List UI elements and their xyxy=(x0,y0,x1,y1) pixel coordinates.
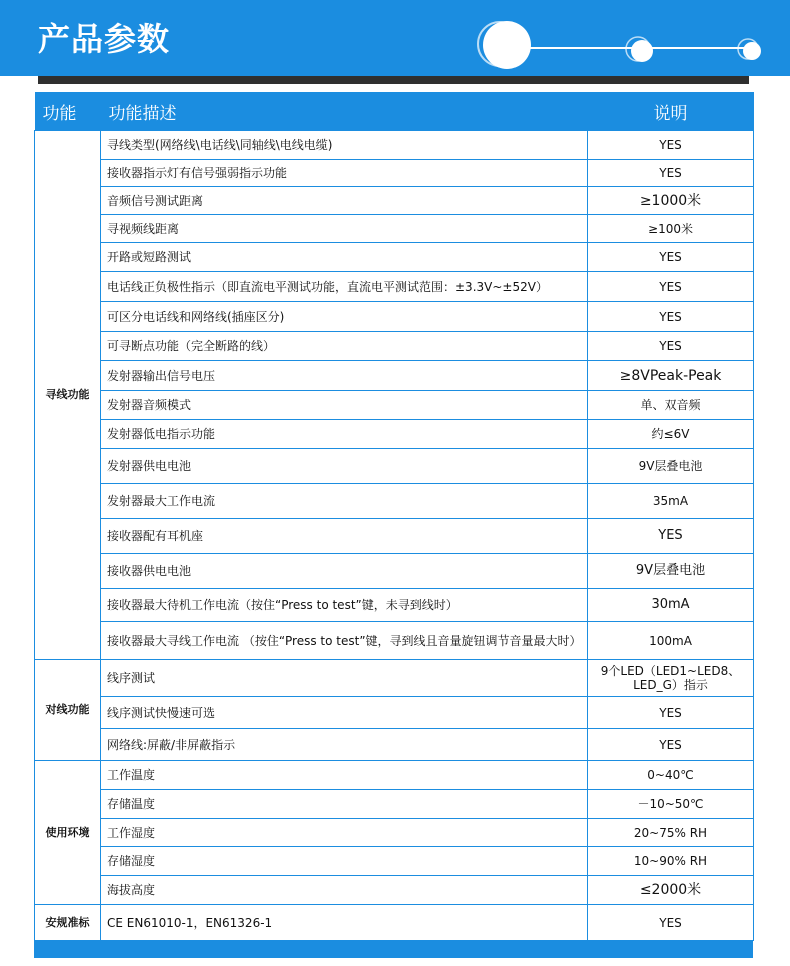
value-cell: 9V层叠电池 xyxy=(588,554,754,589)
table-header-row xyxy=(35,92,754,131)
table-row xyxy=(35,697,754,729)
table-row xyxy=(35,905,754,941)
value-cell: YES xyxy=(588,302,754,332)
description-cell: 寻视频线距离 xyxy=(101,215,588,243)
value-cell: 30mA xyxy=(588,589,754,622)
description-cell: 开路或短路测试 xyxy=(101,243,588,272)
value-cell: ≤2000米 xyxy=(588,876,754,905)
page-title: 产品参数 xyxy=(38,20,171,58)
table-row xyxy=(35,361,754,391)
category-cell: 安规准标 xyxy=(35,905,101,941)
value-cell: YES xyxy=(588,243,754,272)
description-cell: 线序测试 xyxy=(101,660,588,697)
description-cell: 接收器配有耳机座 xyxy=(101,519,588,554)
table-row xyxy=(35,554,754,589)
value-cell: YES xyxy=(588,519,754,554)
table-row xyxy=(35,272,754,302)
value-cell: 20~75% RH xyxy=(588,819,754,847)
spec-table xyxy=(34,92,754,941)
table-row xyxy=(35,243,754,272)
value-cell: 35mA xyxy=(588,484,754,519)
description-cell: 可寻断点功能（完全断路的线） xyxy=(101,332,588,361)
value-cell: 约≤6V xyxy=(588,420,754,449)
value-cell: YES xyxy=(588,729,754,761)
description-cell: 工作温度 xyxy=(101,761,588,790)
description-cell: 发射器音频模式 xyxy=(101,391,588,420)
table-row xyxy=(35,761,754,790)
table-row xyxy=(35,332,754,361)
description-cell: 音频信号测试距离 xyxy=(101,187,588,215)
description-cell: 存储温度 xyxy=(101,790,588,819)
value-cell: 9个LED（LED1~LED8、LED_G）指示 xyxy=(588,660,754,697)
table-row xyxy=(35,660,754,697)
table-row xyxy=(35,215,754,243)
value-cell: YES xyxy=(588,697,754,729)
description-cell: 线序测试快慢速可选 xyxy=(101,697,588,729)
value-cell: ≥8VPeak-Peak xyxy=(588,361,754,391)
description-cell: 发射器输出信号电压 xyxy=(101,361,588,391)
description-cell: 海拔高度 xyxy=(101,876,588,905)
description-cell: 网络线:屏蔽/非屏蔽指示 xyxy=(101,729,588,761)
value-cell: YES xyxy=(588,160,754,187)
decoration xyxy=(0,0,790,76)
category-cell: 寻线功能 xyxy=(35,131,101,660)
value-cell: 100mA xyxy=(588,622,754,660)
table-row xyxy=(35,131,754,160)
description-cell: 发射器供电电池 xyxy=(101,449,588,484)
header-divider xyxy=(38,76,749,84)
value-cell: 单、双音频 xyxy=(588,391,754,420)
value-cell: ≥100米 xyxy=(588,215,754,243)
table-row xyxy=(35,819,754,847)
category-cell: 对线功能 xyxy=(35,660,101,761)
value-cell: YES xyxy=(588,272,754,302)
category-cell: 使用环境 xyxy=(35,761,101,905)
description-cell: 发射器最大工作电流 xyxy=(101,484,588,519)
description-cell: 接收器指示灯有信号强弱指示功能 xyxy=(101,160,588,187)
description-cell: 工作湿度 xyxy=(101,819,588,847)
table-row xyxy=(35,187,754,215)
value-cell: ≥1000米 xyxy=(588,187,754,215)
description-cell: 发射器低电指示功能 xyxy=(101,420,588,449)
column-header-description: 功能描述 xyxy=(101,92,588,131)
value-cell: YES xyxy=(588,131,754,160)
value-cell: 10~90% RH xyxy=(588,847,754,876)
table-row xyxy=(35,302,754,332)
value-cell: 9V层叠电池 xyxy=(588,449,754,484)
description-cell: 可区分电话线和网络线(插座区分) xyxy=(101,302,588,332)
table-row xyxy=(35,729,754,761)
table-row xyxy=(35,160,754,187)
value-cell: YES xyxy=(588,905,754,941)
table-row xyxy=(35,449,754,484)
table-row xyxy=(35,391,754,420)
table-row xyxy=(35,484,754,519)
table-row xyxy=(35,847,754,876)
value-cell: 0~40℃ xyxy=(588,761,754,790)
table-row xyxy=(35,876,754,905)
table-row xyxy=(35,420,754,449)
description-cell: 接收器最大待机工作电流（按住“Press to test”键，未寻到线时） xyxy=(101,589,588,622)
value-cell: YES xyxy=(588,332,754,361)
large-circle-icon xyxy=(483,21,531,69)
description-cell: CE EN61010-1，EN61326-1 xyxy=(101,905,588,941)
column-header-category: 功能 xyxy=(35,92,101,131)
value-cell: －10~50℃ xyxy=(588,790,754,819)
description-cell: 接收器最大寻线工作电流 （按住“Press to test”键，寻到线且音量旋钮调节音量最大时） xyxy=(101,622,588,660)
table-row xyxy=(35,589,754,622)
table-row xyxy=(35,790,754,819)
column-header-value: 说明 xyxy=(588,92,754,131)
description-cell: 接收器供电电池 xyxy=(101,554,588,589)
header-banner xyxy=(0,0,790,76)
description-cell: 存储湿度 xyxy=(101,847,588,876)
footer-bar xyxy=(34,940,753,958)
description-cell: 寻线类型(网络线\电话线\同轴线\电线电缆) xyxy=(101,131,588,160)
description-cell: 电话线正负极性指示（即直流电平测试功能，直流电平测试范围：±3.3V~±52V） xyxy=(101,272,588,302)
table-row xyxy=(35,519,754,554)
table-row xyxy=(35,622,754,660)
